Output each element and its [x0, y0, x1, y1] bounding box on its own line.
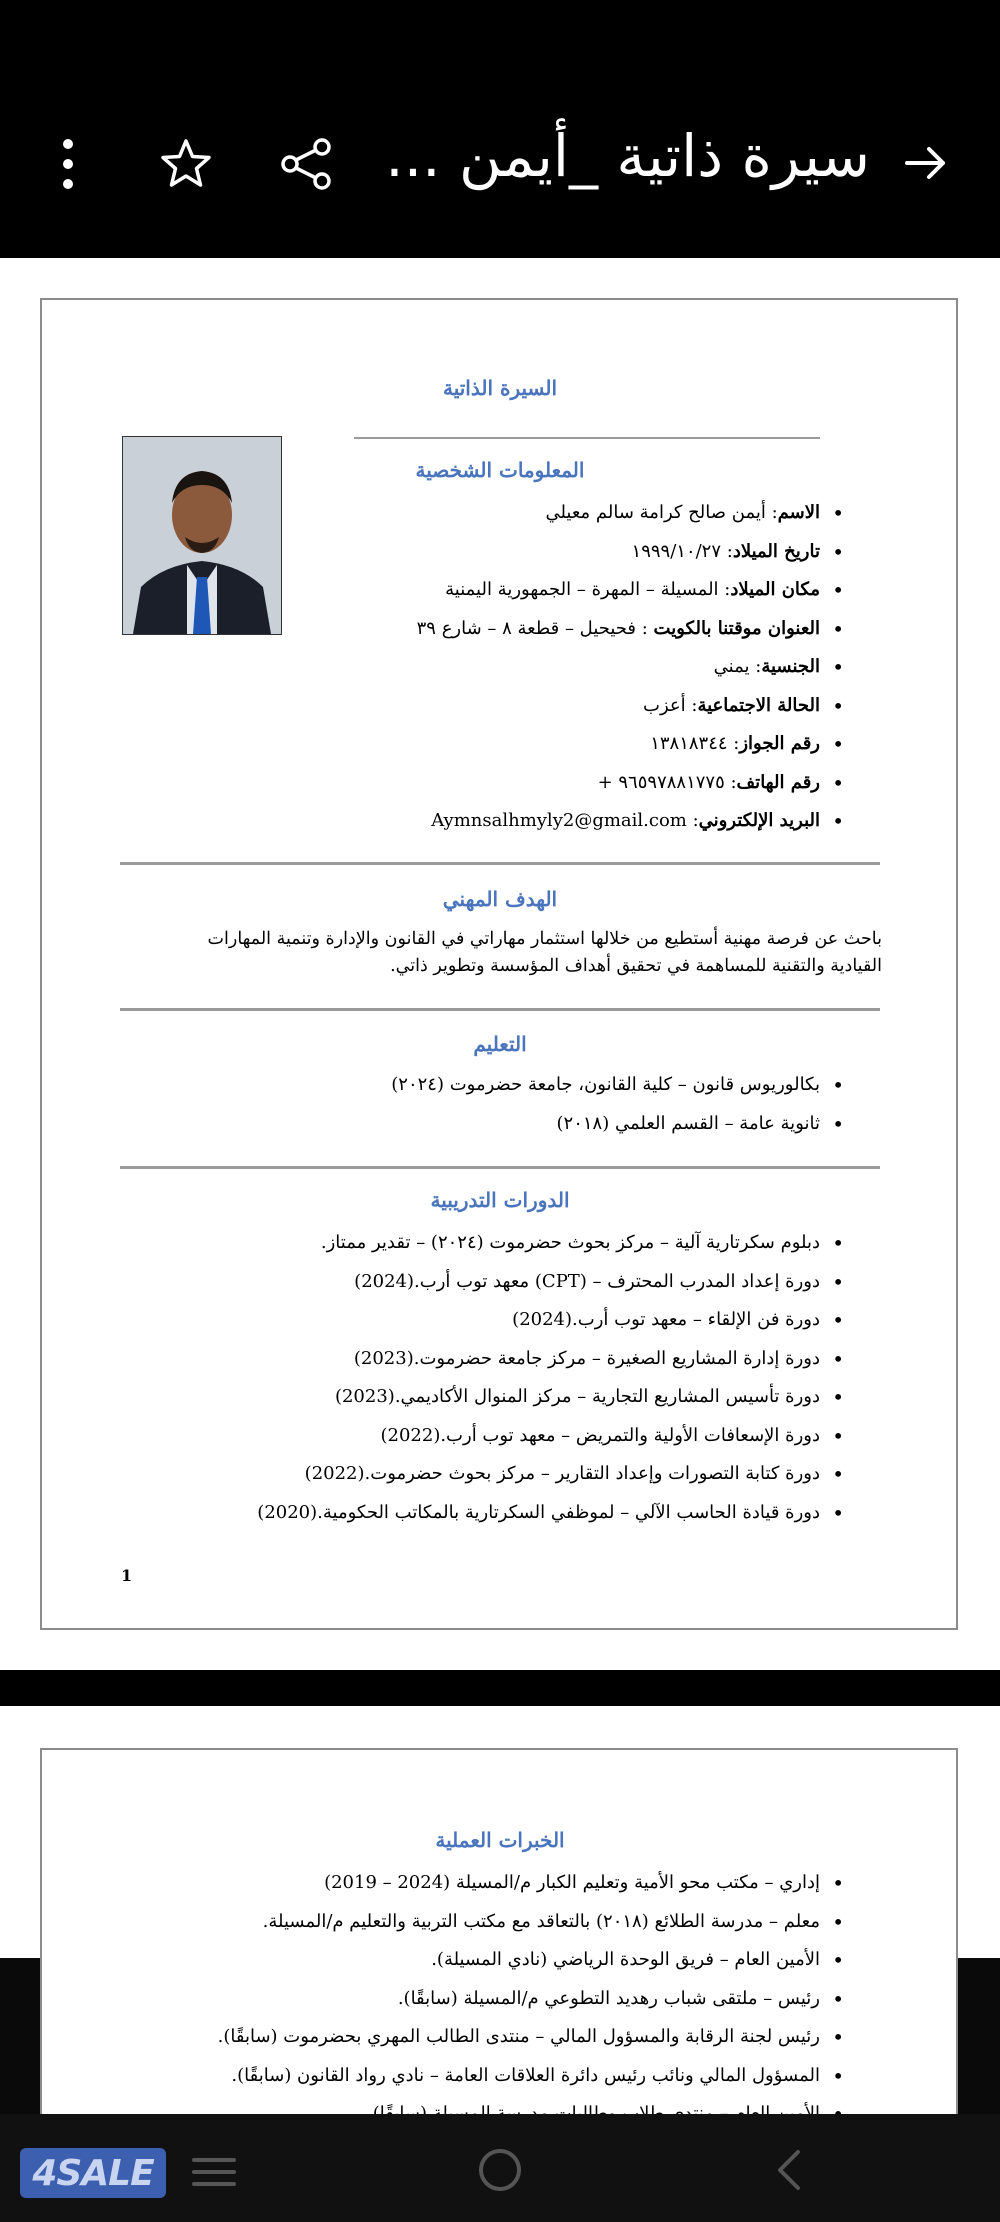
list-item: • دورة تأسيس المشاريع التجارية – مركز المنوال الأكاديمي.(2023) [257, 1378, 820, 1417]
home-icon [476, 2146, 524, 2194]
top-app-bar [0, 0, 1000, 258]
recent-apps-button[interactable] [186, 2144, 242, 2200]
star-icon [158, 136, 214, 192]
back-button[interactable] [893, 130, 959, 196]
personal-info-list [417, 494, 820, 841]
list-item: • الاسم: أيمن صالح كرامة سالم معيلي [417, 494, 820, 533]
divider [354, 437, 820, 439]
more-vertical-icon [58, 136, 78, 192]
divider [120, 1008, 880, 1011]
list-item: • دبلوم سكرتارية آلية – مركز بحوث حضرموت (٢٠٢٤) – تقدير ممتاز. [257, 1224, 820, 1263]
document-title: سيرة ذاتية _أيمن ... [385, 122, 870, 190]
page-number: 1 [121, 1566, 133, 1585]
training-courses-heading: الدورات التدريبية [430, 1188, 570, 1212]
page-separator [0, 1670, 1000, 1706]
education-heading: التعليم [473, 1032, 527, 1056]
list-item: • رقم الهاتف: ٩٦٥٩٧٨٨١٧٧٥ + [417, 764, 820, 803]
education-list [391, 1066, 820, 1143]
divider [120, 1166, 880, 1169]
nav-back-button[interactable] [760, 2140, 820, 2200]
list-item: • المسؤول المالي ونائب رئيس دائرة العلاقات العامة – نادي رواد القانون (سابقًا). [218, 2057, 820, 2096]
list-item: • معلم – مدرسة الطلائع (٢٠١٨) بالتعاقد مع مكتب التربية والتعليم م/المسيلة. [218, 1903, 820, 1942]
share-button[interactable] [270, 128, 342, 200]
list-item: • الأمين العام – فريق الوحدة الرياضي (نادي المسيلة). [218, 1941, 820, 1980]
list-item: • ثانوية عامة – القسم العلمي (٢٠١٨) [391, 1105, 820, 1144]
divider [120, 862, 880, 865]
list-item: • العنوان موقتنا بالكويت : فحيحيل – قطعة ٨ – شارع ٣٩ [417, 610, 820, 649]
more-options-button[interactable] [38, 128, 98, 200]
recent-apps-icon [190, 2154, 238, 2190]
list-item: • الجنسية: يمني [417, 648, 820, 687]
back-icon [770, 2146, 810, 2194]
list-item: • دورة الإسعافات الأولية والتمريض – معهد توب أرب.(2022) [257, 1417, 820, 1456]
training-courses-list [257, 1224, 820, 1532]
arrow-right-icon [901, 138, 951, 188]
list-item: • دورة فن الإلقاء – معهد توب أرب.(2024) [257, 1301, 820, 1340]
profile-photo [122, 436, 282, 635]
resume-title: السيرة الذاتية [442, 376, 558, 400]
share-icon [278, 136, 334, 192]
list-item: • رئيس – ملتقى شباب رهديد التطوعي م/المسيلة (سابقًا). [218, 1980, 820, 2019]
list-item: • رقم الجواز: ١٣٨١٨٣٤٤ [417, 725, 820, 764]
home-button[interactable] [470, 2140, 530, 2200]
favorite-button[interactable] [150, 128, 222, 200]
list-item: • إداري – مكتب محو الأمية وتعليم الكبار م/المسيلة (2024 – 2019) [218, 1864, 820, 1903]
work-experience-heading: الخبرات العملية [435, 1828, 565, 1852]
list-item: • مكان الميلاد: المسيلة – المهرة – الجمهورية اليمنية [417, 571, 820, 610]
list-item: • دورة قيادة الحاسب الآلي – لموظفي السكرتارية بالمكاتب الحكومية.(2020) [257, 1494, 820, 1533]
work-experience-list [218, 1864, 820, 2134]
list-item: • الحالة الاجتماعية: أعزب [417, 687, 820, 726]
list-item: • بكالوريوس قانون – كلية القانون، جامعة حضرموت (٢٠٢٤) [391, 1066, 820, 1105]
list-item: • دورة إعداد المدرب المحترف – (CPT) معهد توب أرب.(2024) [257, 1263, 820, 1302]
career-objective-heading: الهدف المهني [442, 887, 558, 911]
personal-info-heading: المعلومات الشخصية [415, 458, 585, 482]
list-item: • رئيس لجنة الرقابة والمسؤول المالي – منتدى الطالب المهري بحضرموت (سابقًا). [218, 2018, 820, 2057]
list-item: • دورة إدارة المشاريع الصغيرة – مركز جامعة حضرموت.(2023) [257, 1340, 820, 1379]
system-navigation-bar [0, 2114, 1000, 2222]
career-objective-text: باحث عن فرصة مهنية أستطيع من خلالها استثمار مهاراتي في القانون والإدارة وتنمية المهارات القيادية والتقنية للمساهمة في تحقيق أهداف المؤسسة وتطوير ذاتي. [207, 929, 882, 976]
list-item: • البريد الإلكتروني: Aymnsalhmyly2@gmail.com [417, 802, 820, 841]
app-logo: 4SALE [20, 2148, 166, 2198]
list-item: • تاريخ الميلاد: ١٩٩٩/١٠/٢٧ [417, 533, 820, 572]
list-item: • دورة كتابة التصورات وإعداد التقارير – مركز بحوث حضرموت.(2022) [257, 1455, 820, 1494]
